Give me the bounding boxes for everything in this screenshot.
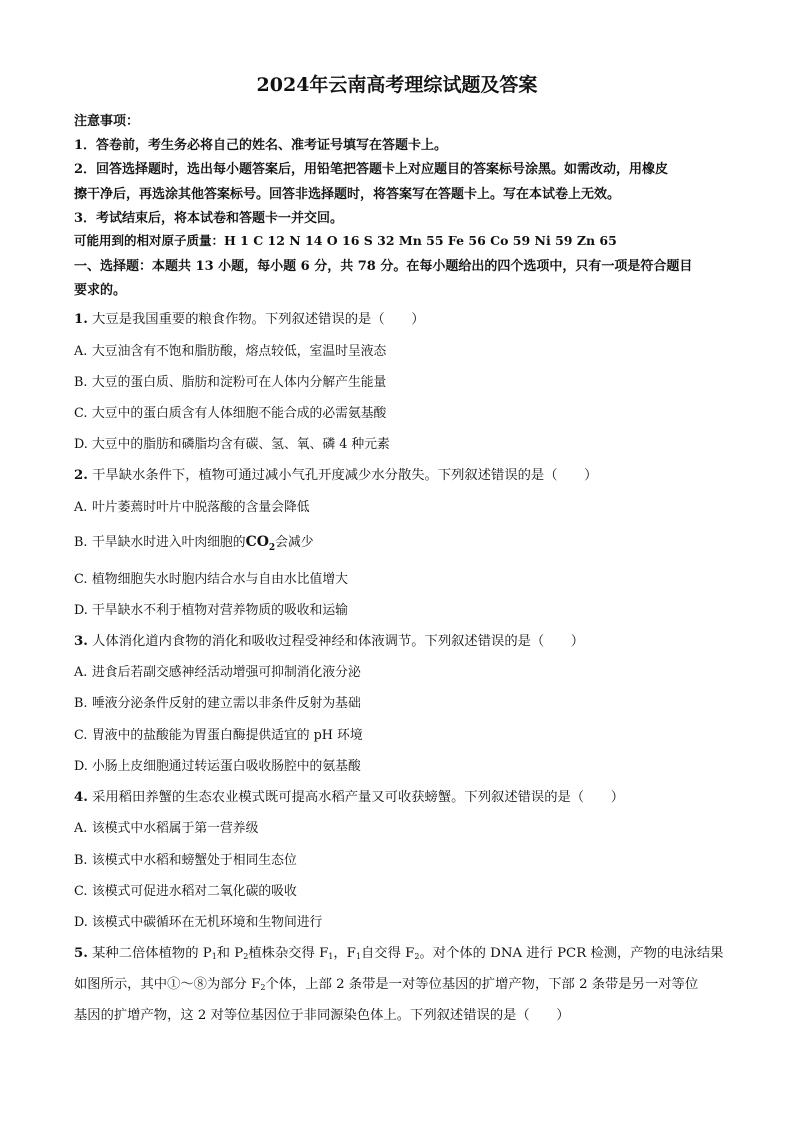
option-text: 进食后若副交感神经活动增强可抑制消化液分泌: [92, 665, 361, 680]
question-5: [74, 942, 723, 961]
option-letter: B.: [74, 375, 88, 390]
option-text-after: 会减少: [275, 535, 314, 550]
option-2b: [74, 531, 314, 553]
option-text: 该模式中水稻属于第一营养级: [92, 821, 259, 836]
question-2: [74, 464, 597, 483]
option-3b: [74, 692, 361, 711]
option-text: 大豆的蛋白质、脂肪和淀粉可在人体内分解产生能量: [92, 375, 387, 390]
option-text: 该模式中碳循环在无机环境和生物间进行: [92, 915, 323, 930]
question-4: [74, 786, 624, 805]
exam-title: 2024年云南高考理综试题及答案: [256, 74, 538, 96]
question-5-cont: 如图所示，其中①～⑧为部分 $F_2$个体，上部 2 条带是一对等位基因的扩增产物，下部 2 条带是另一对等位: [74, 977, 699, 992]
option-4a: [74, 817, 258, 836]
formula-subscript: 2: [268, 542, 276, 553]
option-letter: D.: [74, 437, 88, 452]
option-letter: C.: [74, 406, 88, 421]
option-text: 大豆中的脂肪和磷脂均含有碳、氢、氧、磷 4 种元素: [92, 437, 390, 452]
option-letter: C.: [74, 728, 88, 743]
option-letter: A.: [74, 665, 88, 680]
option-text: 该模式可促进水稻对二氧化碳的吸收: [92, 884, 297, 899]
question-number: 1.: [74, 312, 88, 327]
option-3c: [74, 724, 363, 743]
option-text: 大豆油含有不饱和脂肪酸，熔点较低，室温时呈液态: [92, 344, 387, 359]
option-text: 大豆中的蛋白质含有人体细胞不能合成的必需氨基酸: [92, 406, 387, 421]
question-number: 2.: [74, 468, 88, 483]
notice-item: 1．答卷前，考生务必将自己的姓名、准考证号填写在答题卡上。: [74, 138, 448, 153]
option-2c: [74, 568, 348, 587]
notice-item: 2．回答选择题时，选出每小题答案后，用铅笔把答题卡上对应题目的答案标号涂黑。如需改动，用橡皮: [74, 162, 669, 177]
option-3d: [74, 755, 361, 774]
option-letter: B.: [74, 696, 88, 711]
option-text: 唾液分泌条件反射的建立需以非条件反射为基础: [92, 696, 361, 711]
question-stem: 人体消化道内食物的消化和吸收过程受神经和体液调节。下列叙述错误的是（ ）: [92, 634, 585, 649]
question-1: [74, 308, 425, 327]
option-4d: [74, 911, 322, 930]
question-number: 4.: [74, 790, 88, 805]
option-text: 小肠上皮细胞通过转运蛋白吸收肠腔中的氨基酸: [92, 759, 361, 774]
option-1c: [74, 402, 386, 421]
question-stem: 大豆是我国重要的粮食作物。下列叙述错误的是（ ）: [92, 312, 425, 327]
option-text: 干旱缺水不利于植物对营养物质的吸收和运输: [92, 603, 348, 618]
question-number: 3.: [74, 634, 88, 649]
option-text: 叶片萎蔫时叶片中脱落酸的含量会降低: [92, 500, 310, 515]
option-letter: D.: [74, 915, 88, 930]
option-letter: D.: [74, 759, 88, 774]
question-stem: 干旱缺水条件下，植物可通过减小气孔开度减少水分散失。下列叙述错误的是（ ）: [92, 468, 598, 483]
question-stem: 采用稻田养蟹的生态农业模式既可提高水稻产量又可收获螃蟹。下列叙述错误的是（ ）: [92, 790, 624, 805]
option-2a: [74, 496, 310, 515]
option-letter: B.: [74, 853, 88, 868]
option-letter: A.: [74, 821, 88, 836]
co2-formula: [245, 534, 276, 553]
formula-main: CO: [245, 534, 269, 550]
option-3a: [74, 661, 361, 680]
question-number: 5.: [74, 946, 88, 961]
question-3: [74, 630, 584, 649]
option-letter: A.: [74, 344, 88, 359]
option-letter: C.: [74, 572, 88, 587]
option-2d: [74, 599, 348, 618]
section-heading: 一、选择题：本题共 13 小题，每小题 6 分，共 78 分。在每小题给出的四个选项中，只有一项是符合题目: [74, 259, 693, 274]
option-letter: A.: [74, 500, 88, 515]
section-heading-cont: 要求的。: [74, 283, 127, 298]
question-5-cont: 基因的扩增产物，这 2 对等位基因位于非同源染色体上。下列叙述错误的是（ ）: [74, 1008, 570, 1023]
option-1d: [74, 433, 390, 452]
option-1a: [74, 340, 386, 359]
notice-heading: 注意事项：: [74, 114, 140, 129]
option-4b: [74, 849, 297, 868]
option-text: 胃液中的盐酸能为胃蛋白酶提供适宜的 pH 环境: [92, 728, 363, 743]
option-text: 该模式中水稻和螃蟹处于相同生态位: [92, 853, 297, 868]
option-text-before: 干旱缺水时进入叶肉细胞的: [92, 535, 246, 550]
option-letter: B.: [74, 535, 88, 550]
option-4c: [74, 880, 297, 899]
notice-item: 擦干净后，再选涂其他答案标号。回答非选择题时，将答案写在答题卡上。写在本试卷上无效。: [74, 187, 621, 202]
option-letter: C.: [74, 884, 88, 899]
option-text: 植物细胞失水时胞内结合水与自由水比值增大: [92, 572, 348, 587]
option-1b: [74, 371, 386, 390]
notice-item: 3．考试结束后，将本试卷和答题卡一并交回。: [74, 211, 344, 226]
option-letter: D.: [74, 603, 88, 618]
atomic-mass-line: 可能用到的相对原子质量：H 1 C 12 N 14 O 16 S 32 Mn 55 Fe 56 Co 59 Ni 59 Zn 65: [74, 233, 617, 248]
question-stem: 某种二倍体植物的 $P_1$和 $P_2$植株杂交得 $F_1$，$F_1$自交得 $F_2$。对个体的 DNA 进行 PCR 检测，产物的电泳结果: [92, 946, 724, 961]
